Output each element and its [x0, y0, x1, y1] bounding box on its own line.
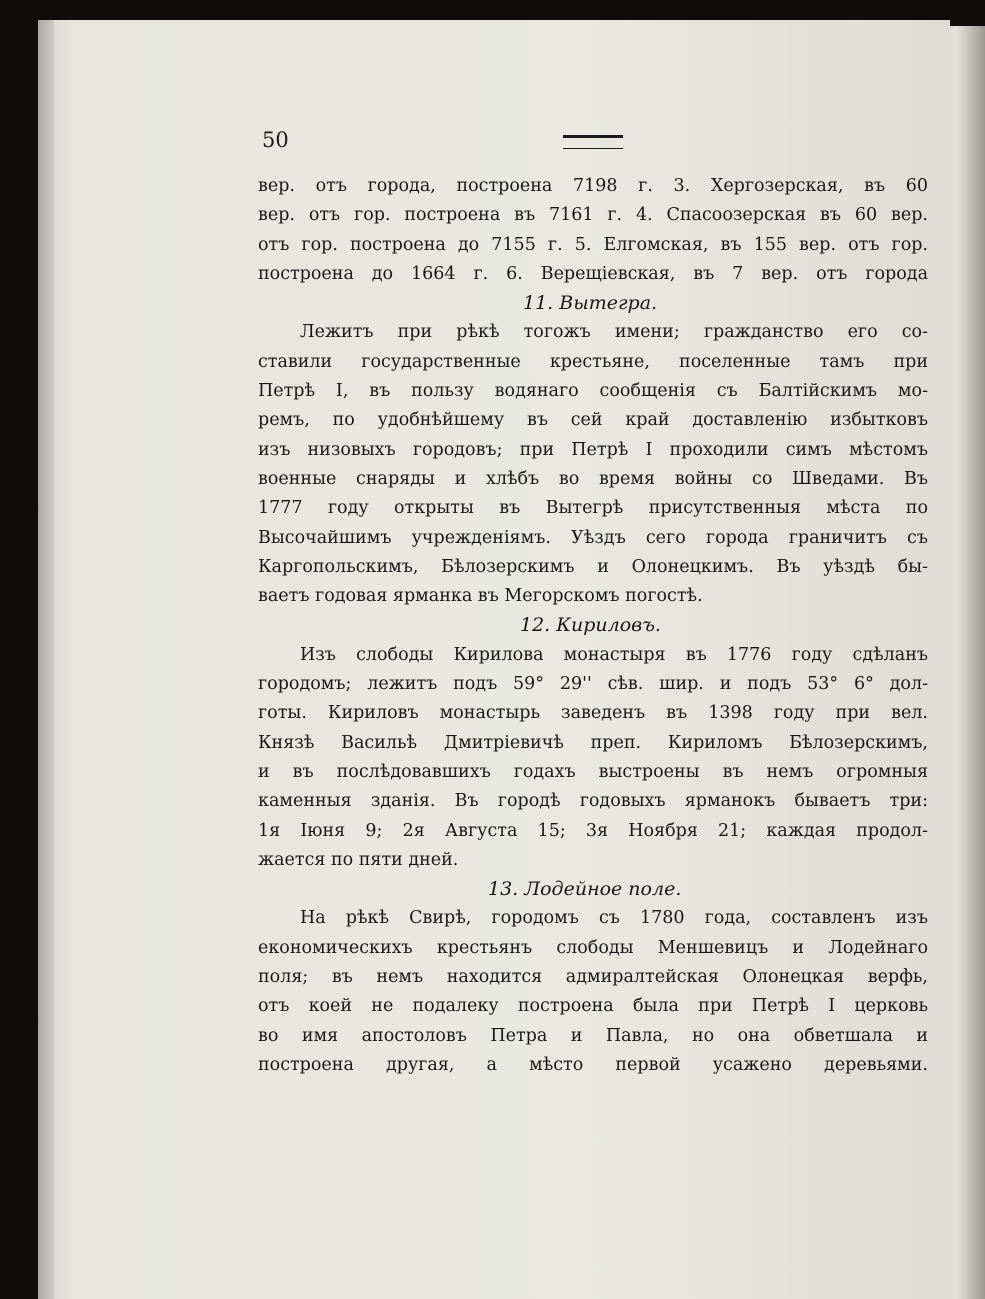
- text-line: поля; въ немъ находится адмиралтейская Олонецкая верфь,: [258, 967, 928, 988]
- body-text: [258, 172, 928, 1080]
- text-line: изъ низовыхъ городовъ; при Петрѣ I проходили симъ мѣстомъ: [258, 439, 928, 460]
- text-line: На рѣкѣ Свирѣ, городомъ съ 1780 года, составленъ изъ: [300, 908, 928, 929]
- section-heading: 12. Кириловъ.: [520, 614, 661, 637]
- text-line: ваетъ годовая ярманка въ Мегорскомъ погостѣ.: [258, 586, 703, 607]
- text-line: отъ коей не подалеку построена была при Петрѣ I церковь: [258, 996, 928, 1017]
- text-line: городомъ; лежитъ подъ 59° 29'' сѣв. шир. и подъ 53° 6° дол-: [258, 674, 928, 695]
- page-number: 50: [262, 128, 289, 152]
- section-heading: 11. Вытегра.: [523, 292, 658, 315]
- text-line: во имя апостоловъ Петра и Павла, но она обветшала и: [258, 1025, 928, 1046]
- header-rule-ornament: [563, 135, 623, 149]
- text-line: жается по пяти дней.: [258, 849, 459, 870]
- text-line: военные снаряды и хлѣбъ во время войны со Шведами. Въ: [258, 468, 928, 489]
- section-heading: 13. Лодейное поле.: [488, 878, 682, 901]
- text-line: и въ послѣдовавшихъ годахъ выстроены въ немъ огромныя: [258, 761, 928, 782]
- text-line: Высочайшимъ учрежденіямъ. Уѣздъ сего города граничитъ съ: [258, 527, 928, 548]
- text-line: Каргопольскимъ, Бѣлозерскимъ и Олонецкимъ. Въ уѣздѣ бы-: [258, 556, 928, 577]
- text-line: Лежитъ при рѣкѣ тогожъ имени; гражданство его со-: [300, 322, 928, 343]
- text-line: Изъ слободы Кирилова монастыря въ 1776 году сдѣланъ: [300, 644, 928, 665]
- text-line: готы. Кириловъ монастырь заведенъ въ 1398 году при вел.: [258, 703, 928, 724]
- text-line: економическихъ крестьянъ слободы Меншевицъ и Лодейнаго: [258, 937, 928, 958]
- page-header: [262, 128, 942, 158]
- text-line: построена до 1664 г. 6. Верещіевская, въ 7 вер. отъ города: [258, 263, 928, 284]
- text-line: 1я Іюня 9; 2я Августа 15; 3я Ноября 21; каждая продол-: [258, 820, 928, 841]
- text-line: отъ гор. построена до 7155 г. 5. Елгомская, въ 155 вер. отъ гор.: [258, 234, 928, 255]
- text-line: ставили государственные крестьяне, поселенные тамъ при: [258, 351, 928, 372]
- text-line: вер. отъ города, построена 7198 г. 3. Хергозерская, въ 60: [258, 176, 928, 196]
- text-line: вер. отъ гор. построена въ 7161 г. 4. Спасоозерская въ 60 вер.: [258, 205, 928, 226]
- text-line: Петрѣ I, въ пользу водянаго сообщенія съ Балтійскимъ мо-: [258, 381, 928, 402]
- text-line: каменныя зданія. Въ городѣ годовыхъ ярманокъ бываетъ три:: [258, 791, 928, 812]
- text-line: построена другая, а мѣсто первой усажено деревьями.: [258, 1054, 928, 1075]
- text-line: 1777 году открыты въ Вытегрѣ присутственныя мѣста по: [258, 498, 928, 519]
- text-line: ремъ, по удобнѣйшему въ сей край доставленію избытковъ: [258, 410, 928, 431]
- text-line: Князѣ Васильѣ Дмитріевичѣ преп. Кириломъ Бѣлозерскимъ,: [258, 732, 928, 753]
- page-gutter-shadow: [38, 20, 54, 1299]
